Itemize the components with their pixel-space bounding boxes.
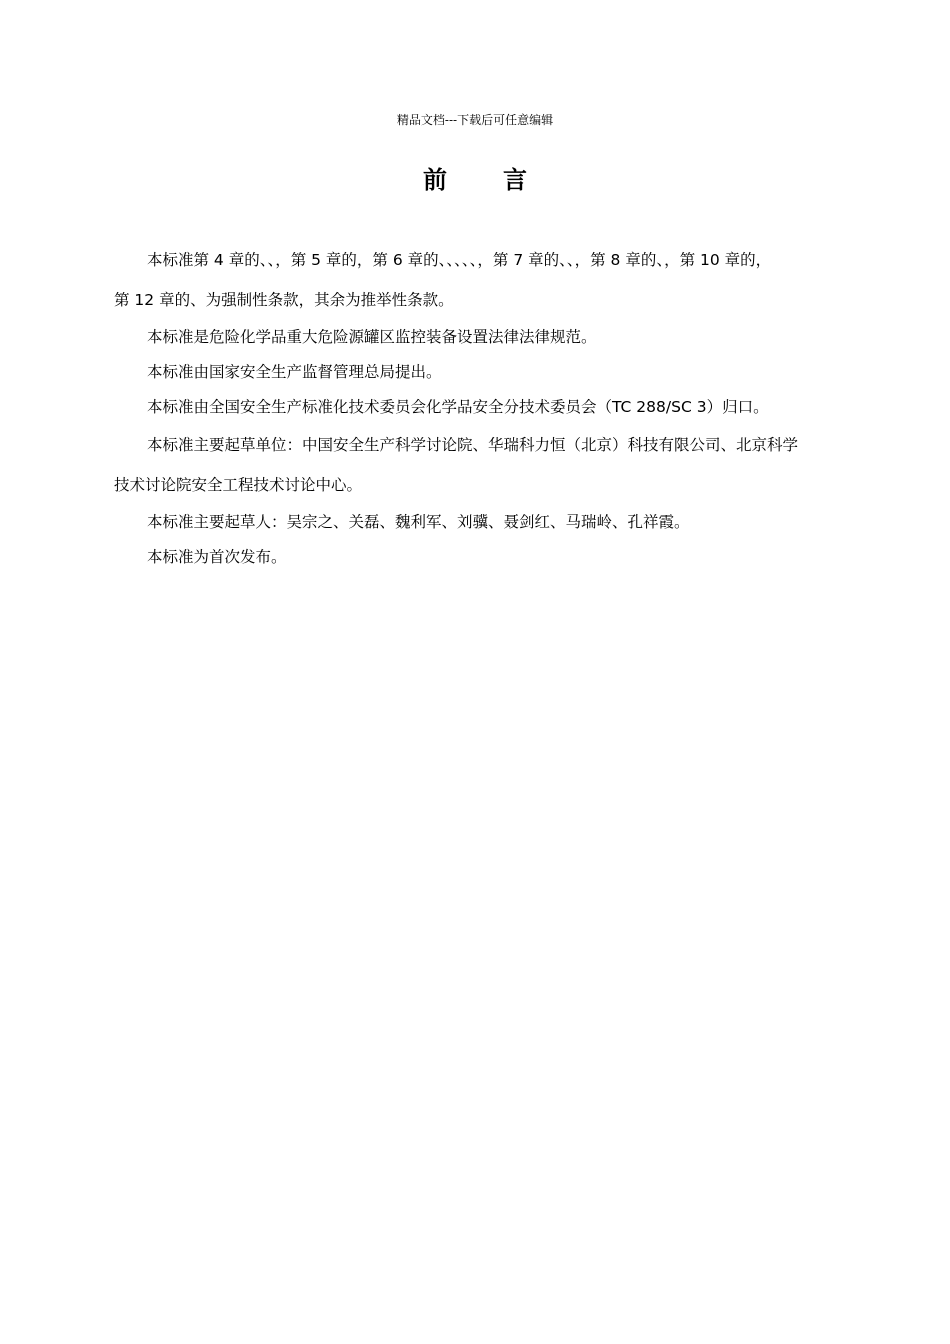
paragraph-centralized: 本标准由全国安全生产标准化技术委员会化学品安全分技术委员会（TC 288/SC 3）归口。	[147, 398, 769, 416]
paragraph-proposer: 本标准由国家安全生产监督管理总局提出。	[147, 363, 442, 381]
paragraph-scope: 本标准是危险化学品重大危险源罐区监控装备设置法律法律规范。	[147, 328, 597, 346]
title-char-2: 言	[503, 166, 527, 194]
paragraph-line: 本标准主要起草单位：中国安全生产科学讨论院、华瑞科力恒（北京）科技有限公司、北京科学	[147, 436, 799, 454]
paragraph-drafting-units	[114, 425, 874, 505]
paragraph-line: 第 12 章的、为强制性条款，其余为推举性条款。	[114, 291, 454, 309]
paragraph-mandatory-clauses	[114, 240, 874, 320]
paragraph-drafters: 本标准主要起草人：吴宗之、关磊、魏利军、刘骥、聂剑红、马瑞岭、孔祥霞。	[147, 513, 690, 531]
paragraph-line: 本标准第 4 章的、、，第 5 章的，第 6 章的、、、、、，第 7 章的、、，第 8 章的、，第 10 章的，	[147, 251, 772, 269]
header-note: 精品文档---下载后可任意编辑	[396, 113, 554, 127]
preface-body	[114, 240, 874, 575]
paragraph-first-release: 本标准为首次发布。	[147, 548, 287, 566]
paragraph-line: 技术讨论院安全工程技术讨论中心。	[114, 476, 363, 494]
page-title	[0, 164, 950, 196]
title-char-1: 前	[423, 166, 447, 194]
